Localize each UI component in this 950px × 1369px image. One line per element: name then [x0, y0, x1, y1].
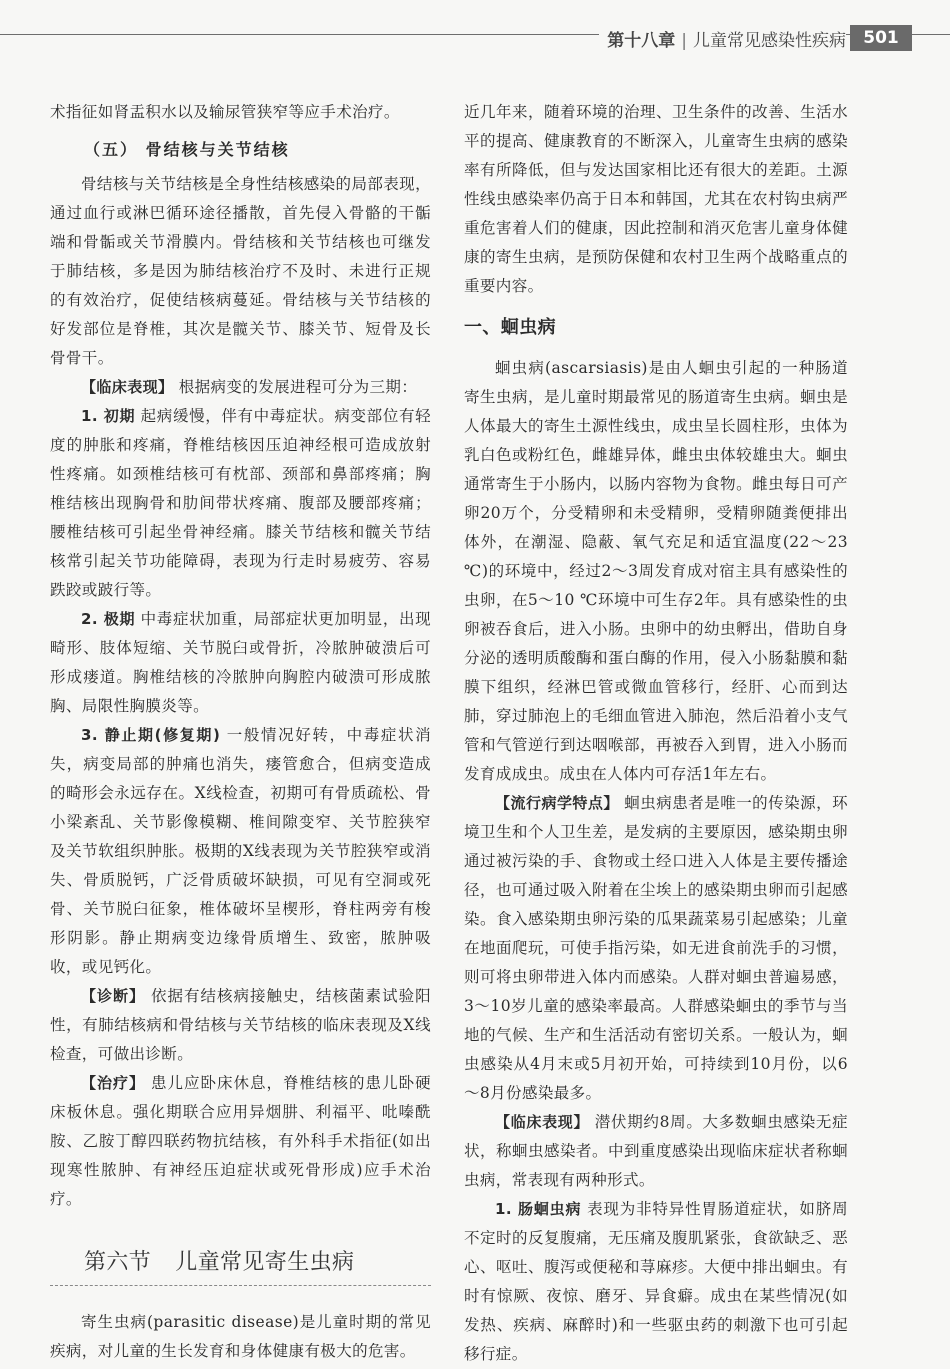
chapter-number: 第十八章 [607, 31, 676, 51]
stage1-text: 起病缓慢，伴有中毒症状。病变部位有轻度的肿胀和疼痛，脊椎结核因压迫神经根可造成放射性疼痛。如颈椎结核可有枕部、颈部和鼻部疼痛；胸椎结核出现胸骨和肋间带状疼痛、腹部及腰部疼痛；腰椎结核可引起坐骨神经痛。膝关节结核和髋关节结核常引起关节功能障碍，表现为行走时易疲劳、容易跌跤或跛行等。 [50, 407, 432, 599]
clinical-text: 根据病变的发展进程可分为三期： [173, 378, 418, 396]
section-title: 儿童常见寄生虫病 [175, 1250, 355, 1275]
diagnosis-text: 依据有结核病接触史，结核菌素试验阳性，有肺结核病和骨结核与关节结核的临床表现及X线检查，可做出诊断。 [50, 987, 431, 1063]
right-column [464, 98, 848, 1369]
left-column [50, 98, 431, 1366]
treatment-label: 【治疗】 [81, 1074, 146, 1092]
paragraph-diagnosis [50, 982, 431, 1069]
subsection-heading: （五） 骨结核与关节结核 [84, 140, 290, 159]
stage2-text: 中毒症状加重，局部症状更加明显，出现畸形、肢体短缩、关节脱臼或骨折，冷脓肿破溃后可形成瘘道。胸椎结核的冷脓肿向胸腔内破溃可形成脓胸、局限性胸膜炎等。 [50, 610, 432, 715]
paragraph: 术指征如肾盂积水以及输尿管狭窄等应手术治疗。 [50, 103, 400, 121]
clinical-label: 【临床表现】 [495, 1113, 590, 1131]
paragraph: 寄生虫病(parasitic disease)是儿童时期的常见疾病，对儿童的生长发育和身体健康有极大的危害。 [50, 1313, 431, 1360]
treatment-text: 患儿应卧床休息，脊椎结核的患儿卧硬床板休息。强化期联合应用异烟肼、利福平、吡嗪酰胺、乙胺丁醇四联药物抗结核，有外科手术指征(如出现寒性脓肿、有神经压迫症状或死骨形成)应手术治疗。 [50, 1074, 431, 1208]
paragraph-stage1 [50, 402, 431, 605]
paragraph: 蛔虫病(ascarsiasis)是由人蛔虫引起的一种肠道寄生虫病，是儿童时期最常见的肠道寄生虫病。蛔虫是人体最大的寄生土源性线虫，成虫呈长圆柱形，虫体为乳白色或粉红色，雌雄异体，雌虫虫体较雄虫大。蛔虫通常寄生于小肠内，以肠内容物为食物。雌虫每日可产卵20万个，分受精卵和未受精卵，受精卵随粪便排出体外，在潮湿、隐蔽、氧气充足和适宜温度(22～23 ℃)的环境中，经过2～3周发育成对宿主具有感染性的虫卵，在5～10 ℃环境中可生存2年。具有感染性的虫卵被吞食后，进入小肠。虫卵中的幼虫孵出，借助自身分泌的透明质酸酶和蛋白酶的作用，侵入小肠黏膜和黏膜下组织，经淋巴管或微血管移行，经肝、心而到达肺，穿过肺泡上的毛细血管进入肺泡，然后沿着小支气管和气管逆行到达咽喉部，再被吞入到胃，进入小肠而发育成成虫。成虫在人体内可存活1年左右。 [464, 359, 848, 783]
paragraph-item1 [464, 1195, 848, 1369]
subsection-heading: 一、蛔虫病 [464, 317, 556, 338]
stage2-label: 2. 极期 [81, 610, 136, 628]
page-number: 501 [850, 25, 912, 51]
paragraph-clinical [50, 373, 431, 402]
epidemiology-text: 蛔虫病患者是唯一的传染源，环境卫生和个人卫生差，是发病的主要原因，感染期虫卵通过被污染的手、食物或土经口进入人体是主要传播途径，也可通过吸入附着在尘埃上的感染期虫卵而引起感染。食入感染期虫卵污染的瓜果蔬菜易引起感染；儿童在地面爬玩，可使手指污染，如无进食前洗手的习惯，则可将虫卵带进入体内而感染。人群对蛔虫普遍易感，3～10岁儿童的感染率最高。人群感染蛔虫的季节与当地的气候、生产和生活活动有密切关系。一般认为，蛔虫感染从4月末或5月初开始，可持续到10月份，以6～8月份感染最多。 [464, 794, 849, 1102]
item1-text: 表现为非特异性胃肠道症状，如脐周不定时的反复腹痛，无压痛及腹肌紧张，食欲缺乏、恶心、呕吐、腹泻或便秘和荨麻疹。大便中排出蛔虫。有时有惊厥、夜惊、磨牙、异食癖。成虫在某些情况(如发热、疾病、麻醉时)和一些驱虫药的刺激下也可引起移行症。 [464, 1200, 848, 1363]
chapter-title: 儿童常见感染性疾病 [693, 31, 846, 51]
page-header [0, 0, 950, 60]
diagnosis-label: 【诊断】 [81, 987, 146, 1005]
paragraph-epidemiology [464, 789, 848, 1108]
stage1-label: 1. 初期 [81, 407, 136, 425]
paragraph-treatment [50, 1069, 431, 1214]
running-head [599, 26, 846, 51]
epidemiology-label: 【流行病学特点】 [495, 794, 619, 812]
paragraph-clinical [464, 1108, 848, 1195]
item1-label: 1. 肠蛔虫病 [495, 1200, 582, 1218]
paragraph: 骨结核与关节结核是全身性结核感染的局部表现，通过血行或淋巴循环途径播散，首先侵入骨骼的干骺端和骨骺或关节滑膜内。骨结核和关节结核也可继发于肺结核，多是因为肺结核治疗不及时、未进行正规的有效治疗，促使结核病蔓延。骨结核与关节结核的好发部位是脊椎，其次是髋关节、膝关节、短骨及长骨骨干。 [50, 175, 431, 367]
section-number: 第六节 [84, 1250, 152, 1275]
header-separator: | [681, 31, 687, 51]
stage3-text: 一般情况好转，中毒症状消失，病变局部的肿痛也消失，瘘管愈合，但病变造成的畸形会永远存在。X线检查，初期可有骨质疏松、骨小梁紊乱、关节影像模糊、椎间隙变窄、关节腔狭窄及关节软组织肿胀。极期的X线表现为关节腔狭窄或消失、骨质脱钙，广泛骨质破坏缺损，可见有空洞或死骨、关节脱臼征象，椎体破坏呈楔形，脊柱两旁有梭形阴影。静止期病变边缘骨质增生、致密，脓肿吸收，或见钙化。 [50, 726, 431, 976]
stage3-label: 3. 静止期(修复期) [81, 726, 221, 744]
section-heading [50, 1248, 431, 1286]
paragraph-stage3 [50, 721, 431, 982]
paragraph-stage2 [50, 605, 431, 721]
clinical-text: 潜伏期约8周。大多数蛔虫感染无症状，称蛔虫感染者。中到重度感染出现临床症状者称蛔虫病，常表现有两种形式。 [464, 1113, 849, 1189]
paragraph: 近几年来，随着环境的治理、卫生条件的改善、生活水平的提高、健康教育的不断深入，儿童寄生虫病的感染率有所降低，但与发达国家相比还有很大的差距。土源性线虫感染率仍高于日本和韩国，尤其在农村钩虫病严重危害着人们的健康，因此控制和消灭危害儿童身体健康的寄生虫病，是预防保健和农村卫生两个战略重点的重要内容。 [464, 103, 848, 295]
clinical-label: 【临床表现】 [81, 378, 174, 396]
